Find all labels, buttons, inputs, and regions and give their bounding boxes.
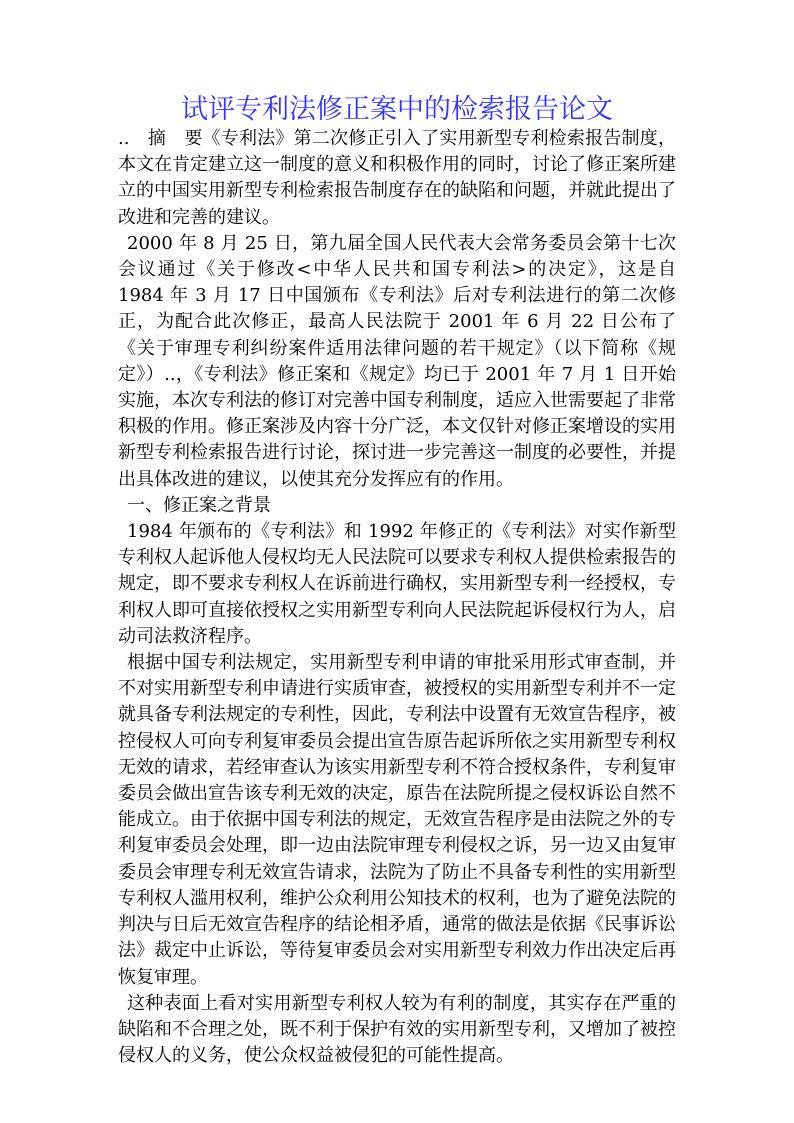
document-title: 试评专利法修正案中的检索报告论文 <box>181 94 613 125</box>
abstract-paragraph: .. 摘 要《专利法》第二次修正引入了实用新型专利检索报告制度，本文在肯定建立这一制度的意义和积极作用的同时，讨论了修正案所建立的中国实用新型专利检索报告制度存在的缺陷和问题，并就此提出了改进和完善的建议。 <box>118 128 676 228</box>
section-heading: 一、修正案之背景 <box>127 494 271 516</box>
body-paragraph: 1984 年颁布的《专利法》和 1992 年修正的《专利法》对实作新型专利权人起诉他人侵权均无人民法院可以要求专利权人提供检索报告的规定，即不要求专利权人在诉前进行确权，实用新型专利一经授权，专利权人即可直接依授权之实用新型专利向人民法院起诉侵权行为人，启动司法救济程序。 <box>118 521 676 647</box>
body-paragraph: 根据中国专利法规定，实用新型专利申请的审批采用形式审查制，并不对实用新型专利申请进行实质审查，被授权的实用新型专利并不一定就具备专利法规定的专利性，因此，专利法中设置有无效宣告程序，被控侵权人可向专利复审委员会提出宣告原告起诉所依之实用新型专利权无效的请求，若经审查认为该实用新型专利不符合授权条件，专利复审委员会做出宣告该专利无效的决定，原告在法院所提之侵权诉讼自然不能成立。由于依据中国专利法的规定，无效宣告程序是由法院之外的专利复审委员会处理，即一边由法院审理专利侵权之诉，另一边又由复审委员会审理专利无效宣告请求，法院为了防止不具备专利性的实用新型专利权人滥用权利，维护公众利用公知技术的权利，也为了避免法院的判决与日后无效宣告程序的结论相矛盾，通常的做法是依据《民事诉讼法》裁定中止诉讼，等待复审委员会对实用新型专利效力作出决定后再恢复审理。 <box>118 652 676 988</box>
body-paragraph: 这种表面上看对实用新型专利权人较为有利的制度，其实存在严重的缺陷和不合理之处，既不利于保护有效的实用新型专利，又增加了被控侵权人的义务，使公众权益被侵犯的可能性提高。 <box>118 992 676 1067</box>
document-body <box>118 126 676 1069</box>
body-paragraph: 2000 年 8 月 25 日，第九届全国人民代表大会常务委员会第十七次会议通过《关于修改<中华人民共和国专利法>的决定》，这是自 1984 年 3 月 17 日中国颁布《专利法》后对专利法进行的第二次修正，为配合此次修正，最高人民法院于 2001 年 6 月 22 日公布了《关于审理专利纠纷案件适用法律问题的若干规定》（以下简称《规定》）..，《专利法》修正案和《规定》均已于 2001 年 7 月 1 日开始实施，本次专利法的修订对完善中国专利制度，适应入世需要起了非常积极的作用。修正案涉及内容十分广泛，本文仅针对修正案增设的实用新型专利检索报告进行讨论，探讨进一步完善这一制度的必要性，并提出具体改进的建议，以使其充分发挥应有的作用。 <box>118 232 676 490</box>
